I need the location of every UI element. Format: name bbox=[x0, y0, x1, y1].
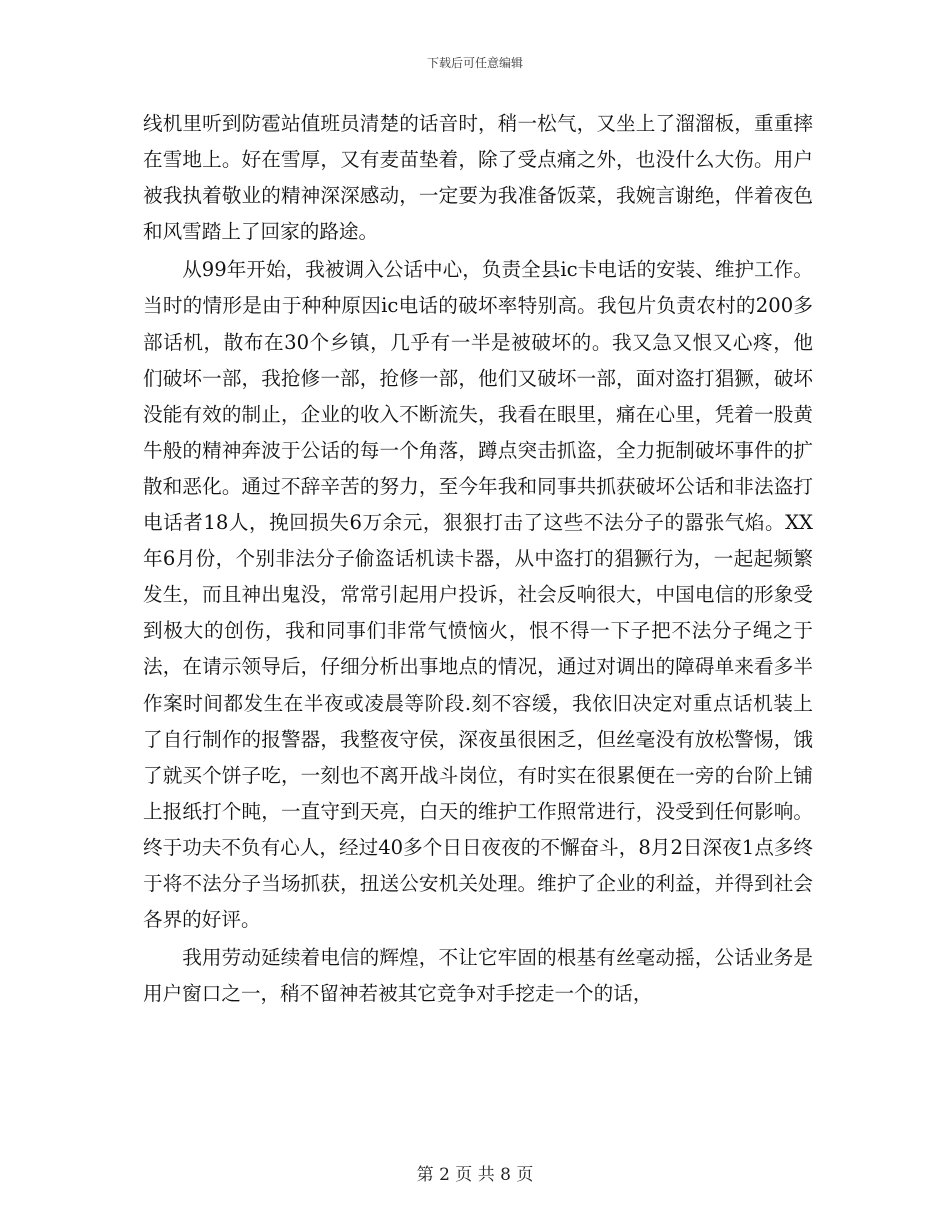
page-number-footer: 第 2 页 共 8 页 bbox=[416, 1165, 534, 1185]
document-body bbox=[143, 106, 813, 1012]
page-header: 下载后可任意编辑 bbox=[426, 56, 523, 70]
paragraph-ic-card-phones: 从99年开始，我被调入公话中心，负责全县ic卡电话的安装、维护工作。当时的情形是由于种种原因ic电话的破坏率特别高。我包片负责农村的200多部话机，散布在30个乡镇，几乎有一半是被破坏的。我又急又恨又心疼，他们破坏一部，我抢修一部，抢修一部，他们又破坏一部，面对盗打猖獗，破坏没能有效的制止，企业的收入不断流失，我看在眼里，痛在心里，凭着一股黄牛般的精神奔波于公话的每一个角落，蹲点突击抓盗，全力扼制破坏事件的扩散和恶化。通过不辞辛苦的努力，至今年我和同事共抓获破坏公话和非法盗打电话者18人，挽回损失6万余元，狠狠打击了这些不法分子的嚣张气焰。XX年6月份，个别非法分子偷盗话机读卡器，从中盗打的猖獗行为，一起起频繁发生，而且神出鬼没，常常引起用户投诉，社会反响很大，中国电信的形象受到极大的创伤，我和同事们非常气愤恼火，恨不得一下子把不法分子绳之于法，在请示领导后，仔细分析出事地点的情况，通过对调出的障碍单来看多半作案时间都发生在半夜或凌晨等阶段.刻不容缓，我依旧决定对重点话机装上了自行制作的报警器，我整夜守侯，深夜虽很困乏，但丝毫没有放松警惕，饿了就买个饼子吃，一刻也不离开战斗岗位，有时实在很累便在一旁的台阶上铺上报纸打个盹，一直守到天亮，白天的维护工作照常进行，没受到任何影响。终于功夫不负有心人，经过40多个日日夜夜的不懈奋斗，8月2日深夜1点多终于将不法分子当场抓获，扭送公安机关处理。维护了企业的利益，并得到社会各界的好评。 bbox=[143, 258, 813, 932]
paragraph-telecom-glory: 我用劳动延续着电信的辉煌，不让它牢固的根基有丝毫动摇，公话业务是用户窗口之一，稍不留神若被其它竞争对手挖走一个的话， bbox=[143, 946, 813, 1006]
paragraph-continuation: 线机里听到防雹站值班员清楚的话音时，稍一松气，又坐上了溜溜板，重重摔在雪地上。好在雪厚，又有麦苗垫着，除了受点痛之外，也没什么大伤。用户被我执着敬业的精神深深感动，一定要为我准备饭菜，我婉言谢绝，伴着夜色和风雪踏上了回家的路途。 bbox=[143, 112, 813, 244]
